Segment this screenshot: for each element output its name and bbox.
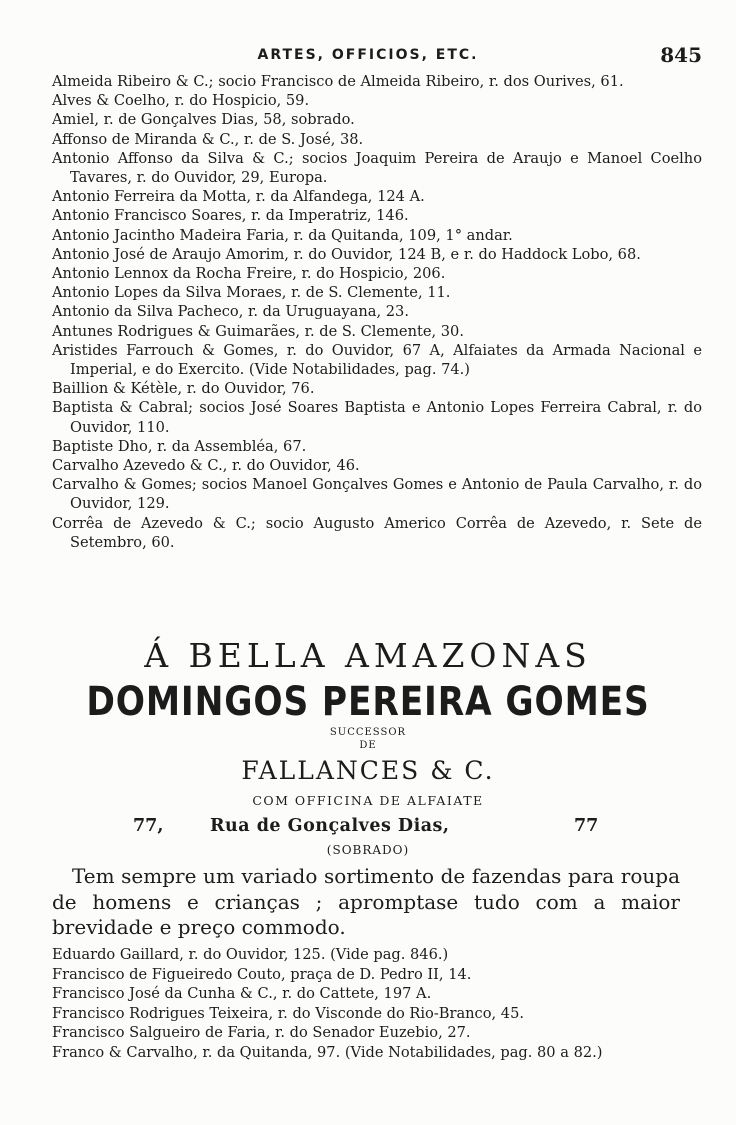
directory-entry: Alves & Coelho, r. do Hospicio, 59. bbox=[52, 92, 310, 110]
directory-entry: Almeida Ribeiro & C.; socio Francisco de Almeida Ribeiro, r. dos Ourives, 61. bbox=[52, 73, 624, 90]
ad-address bbox=[0, 814, 736, 842]
directory-entry: Baptiste Dho, r. da Assembléa, 67. bbox=[52, 437, 307, 455]
directory-entry: Baptista & Cabral; socios José Soares Baptista e Antonio Lopes Ferreira Cabral, r. do Ouvidor, 110. bbox=[52, 399, 702, 436]
directory-entry: Antonio Jacintho Madeira Faria, r. da Quitanda, 109, 1° andar. bbox=[52, 226, 513, 244]
directory-entry: Antonio José de Araujo Amorim, r. do Ouvidor, 124 B, e r. do Haddock Lobo, 68. bbox=[52, 245, 641, 263]
advertisement bbox=[0, 636, 736, 941]
directory-entry: Carvalho Azevedo & C., r. do Ouvidor, 46. bbox=[52, 457, 360, 475]
directory-entry: Antonio Lennox da Rocha Freire, r. do Hospicio, 206. bbox=[52, 265, 446, 283]
directory-entry: Antonio Ferreira da Motta, r. da Alfandega, 124 A. bbox=[52, 188, 425, 206]
directory-entry: Affonso de Miranda & C., r. de S. José, 38. bbox=[52, 130, 364, 148]
directory-entry: Franco & Carvalho, r. da Quitanda, 97. (Vide Notabilidades, pag. 80 a 82.) bbox=[52, 1043, 603, 1061]
ad-successor-label: SUCCESSOR bbox=[329, 727, 407, 738]
directory-entry: Antonio Lopes da Silva Moraes, r. de S. Clemente, 11. bbox=[52, 284, 451, 302]
ad-body-text: Tem sempre um variado sortimento de fazendas para roupa de homens e crianças ; apromptase tudo com a maior brevidade e preço commodo. bbox=[52, 864, 680, 939]
directory-entries-bottom bbox=[52, 945, 702, 1063]
ad-address-number-left: 77, bbox=[133, 816, 164, 836]
directory-entry: Amiel, r. de Gonçalves Dias, 58, sobrado. bbox=[52, 111, 355, 129]
page-header bbox=[0, 43, 736, 73]
running-title: ARTES, OFFICIOS, ETC. bbox=[257, 47, 479, 63]
directory-entry: Francisco José da Cunha & C., r. do Cattete, 197 A. bbox=[52, 985, 432, 1003]
ad-business-name: DOMINGOS PEREIRA GOMES bbox=[86, 679, 650, 725]
directory-entry: Baillion & Kétèle, r. do Ouvidor, 76. bbox=[52, 380, 315, 398]
page-number: 845 bbox=[660, 43, 702, 67]
directory-entry: Francisco de Figueiredo Couto, praça de D. Pedro II, 14. bbox=[52, 965, 472, 983]
ad-sobrado: (SOBRADO) bbox=[326, 843, 410, 857]
directory-entry: Eduardo Gaillard, r. do Ouvidor, 125. (Vide pag. 846.) bbox=[52, 946, 449, 963]
directory-entry: Antonio Francisco Soares, r. da Imperatriz, 146. bbox=[52, 207, 409, 225]
ad-officina: COM OFFICINA DE ALFAIATE bbox=[252, 793, 484, 808]
directory-entry: Francisco Salgueiro de Faria, r. do Senador Euzebio, 27. bbox=[52, 1024, 471, 1042]
ad-title: Á BELLA AMAZONAS bbox=[144, 636, 592, 675]
directory-entry: Corrêa de Azevedo & C.; socio Augusto Americo Corrêa de Azevedo, r. Sete de Setembro, 60. bbox=[52, 514, 702, 551]
directory-entry: Carvalho & Gomes; socios Manoel Gonçalves Gomes e Antonio de Paula Carvalho, r. do Ouvidor, 129. bbox=[52, 476, 702, 513]
ad-predecessor: FALLANCES & C. bbox=[241, 756, 495, 785]
directory-entry: Antonio Affonso da Silva & C.; socios Joaquim Pereira de Araujo e Manoel Coelho Tavares, r. do Ouvidor, 29, Europa. bbox=[52, 149, 702, 187]
directory-entry: Aristides Farrouch & Gomes, r. do Ouvidor, 67 A, Alfaiates da Armada Nacional e Imperial, e do Exercito. (Vide Notabilidades, pag. 74.) bbox=[52, 341, 702, 379]
ad-address-number-right: 77 bbox=[574, 816, 599, 836]
directory-entry: Francisco Rodrigues Teixeira, r. do Visconde do Rio-Branco, 45. bbox=[52, 1004, 525, 1022]
directory-entries-top bbox=[52, 72, 702, 552]
ad-de-label: DE bbox=[359, 740, 377, 751]
directory-entry: Antonio da Silva Pacheco, r. da Uruguayana, 23. bbox=[52, 303, 409, 321]
directory-entry: Antunes Rodrigues & Guimarães, r. de S. Clemente, 30. bbox=[52, 322, 464, 340]
ad-address-street: Rua de Gonçalves Dias, bbox=[210, 816, 450, 836]
